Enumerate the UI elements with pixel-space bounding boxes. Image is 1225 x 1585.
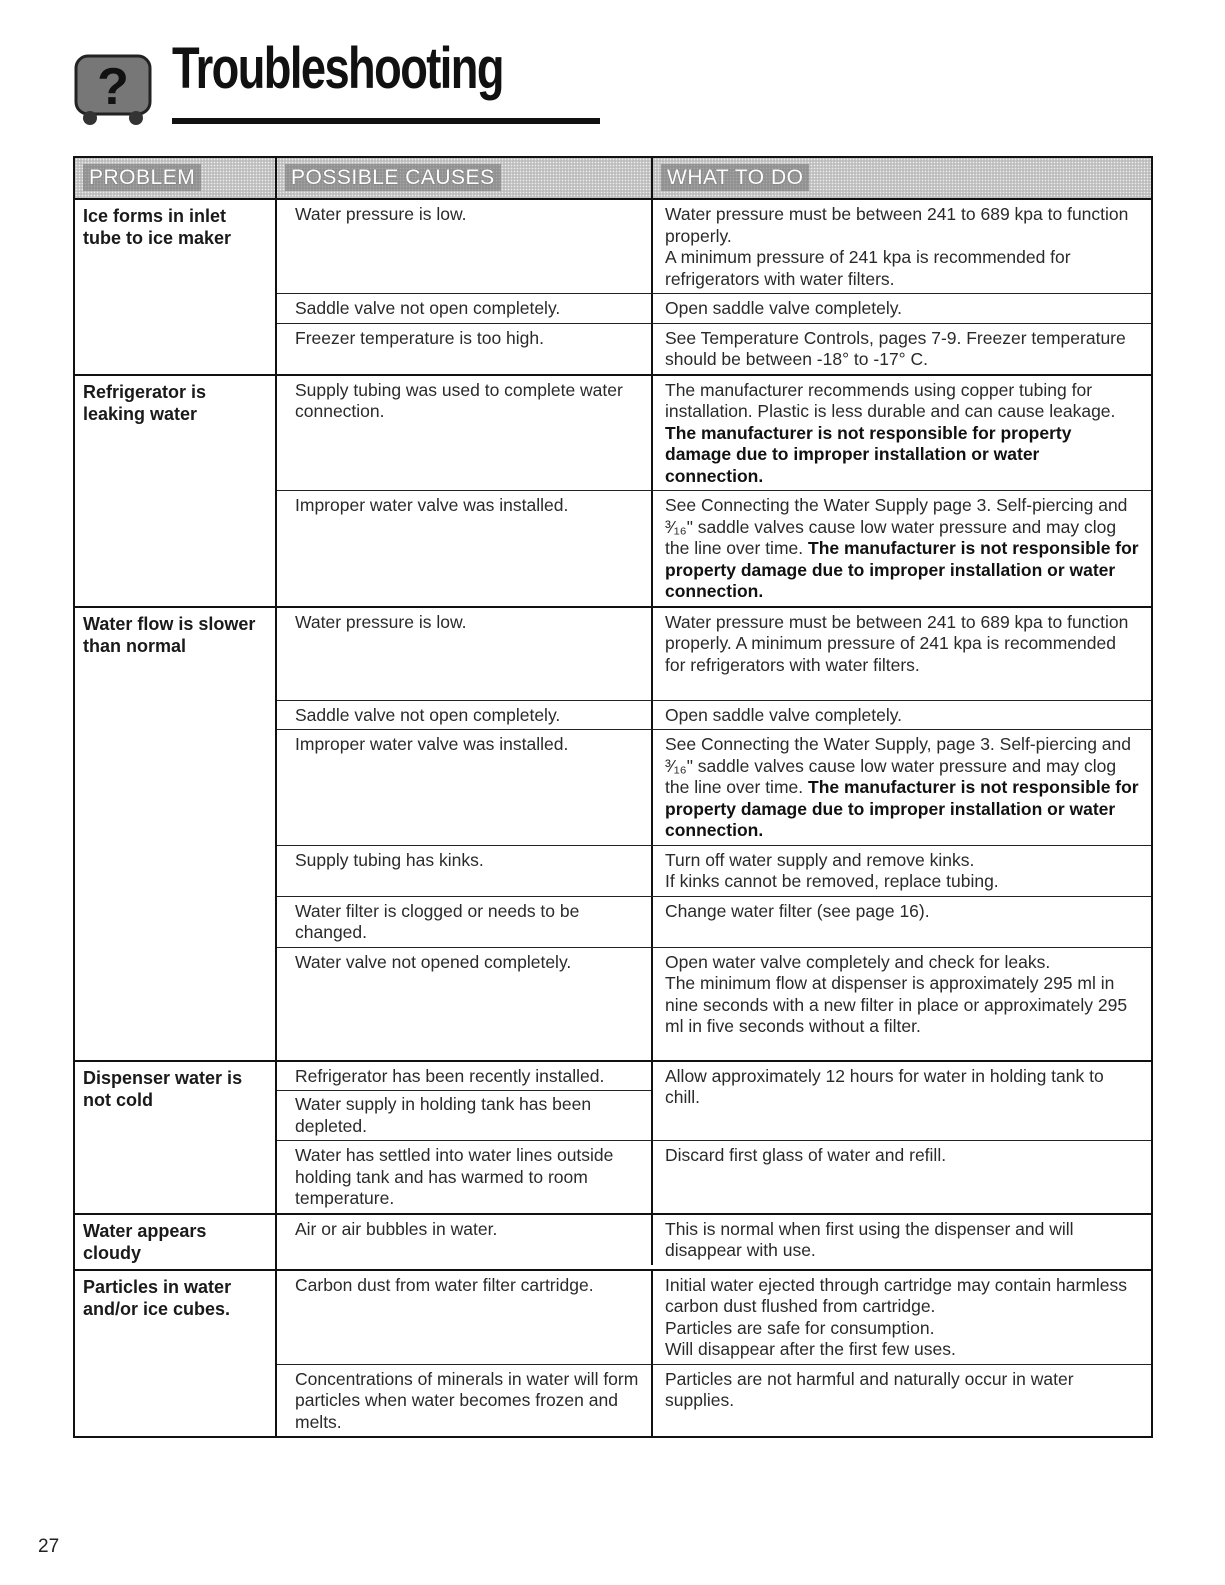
table-row — [277, 294, 1151, 324]
problem-cell: Dispenser water is not cold — [75, 1062, 277, 1213]
solution-cell: Initial water ejected through cartridge may contain harmless carbon dust flushed from cartridge. Particles are safe for consumption. Will disappear after the first few uses. — [665, 1274, 1128, 1359]
column-header-problem: PROBLEM — [75, 158, 277, 198]
cause-cell: Water pressure is low. — [277, 608, 653, 700]
table-row — [277, 1365, 1151, 1437]
troubleshooting-table — [73, 156, 1153, 1438]
cause-cell: Air or air bubbles in water. — [277, 1215, 653, 1265]
table-row — [277, 376, 1151, 492]
table-row — [277, 1271, 1151, 1365]
table-row — [277, 200, 1151, 294]
solution-cell: Open water valve completely and check for leaks. The minimum flow at dispenser is approximately 295 ml in nine seconds with a new filter in place or approximately 295 ml in five seconds without a filter. — [665, 951, 1128, 1036]
problem-cell: Ice forms in inlet tube to ice maker — [75, 200, 277, 374]
problem-cell: Refrigerator is leaking water — [75, 376, 277, 606]
table-row — [277, 1215, 1151, 1265]
cause-cell: Water filter is clogged or needs to be changed. — [277, 897, 653, 947]
solution-cell: Discard first glass of water and refill. — [665, 1145, 947, 1165]
solution-cell: Water pressure must be between 241 to 689 kpa to function properly. A minimum pressure of 241 kpa is recommended for refrigerators with water filters. — [665, 611, 1129, 675]
solution-cell: See Temperature Controls, pages 7-9. Freezer temperature should be between -18° to -17° C. — [665, 327, 1126, 369]
solution-cell: Change water filter (see page 16). — [665, 900, 930, 921]
solution-cell: See Connecting the Water Supply, page 3. Self-piercing and ³⁄₁₆" saddle valves cause low water pressure and may clog the line over time. The manufacturer is not responsible for property damage due to improper installation or water connection. — [665, 734, 1139, 840]
table-row — [277, 701, 1151, 731]
cause-cell: Water pressure is low. — [277, 200, 653, 293]
problem-cell: Water flow is slower than normal — [75, 608, 277, 1060]
table-row — [277, 730, 1151, 846]
table-row — [277, 324, 1151, 374]
problem-cell: Particles in water and/or ice cubes. — [75, 1271, 277, 1437]
page-header — [74, 38, 534, 130]
cause-cell: Concentrations of minerals in water will form particles when water becomes frozen and melts. — [277, 1365, 653, 1437]
column-header-possible-causes: POSSIBLE CAUSES — [277, 158, 653, 198]
column-header-what-to-do: WHAT TO DO — [653, 158, 1151, 198]
svg-text:?: ? — [97, 58, 129, 116]
table-row — [277, 1141, 1151, 1213]
solution-cell: The manufacturer recommends using copper tubing for installation. Plastic is less durable and can cause leakage. The manufacturer is not responsible for property damage due to improper installation or water connection. — [665, 379, 1116, 486]
table-row — [277, 948, 1151, 1060]
table-row — [277, 608, 1151, 701]
cause-cell: Water valve not opened completely. — [277, 948, 653, 1060]
cause-cell: Improper water valve was installed. — [277, 491, 653, 606]
cause-cell: Improper water valve was installed. — [277, 730, 653, 845]
solution-cell: Open saddle valve completely. — [665, 704, 903, 725]
cause-cell: Freezer temperature is too high. — [277, 324, 653, 374]
problem-group — [75, 1215, 1151, 1271]
table-row — [277, 846, 1151, 897]
question-mark-icon — [74, 54, 152, 126]
table-header — [75, 158, 1151, 200]
cause-cell: Refrigerator has been recently installed. Water supply in holding tank has been depleted. — [277, 1062, 653, 1141]
cause-cell: Supply tubing was used to complete water connection. — [277, 376, 653, 491]
table-row — [277, 897, 1151, 948]
cause-cell: Supply tubing has kinks. — [277, 846, 653, 896]
problem-group — [75, 608, 1151, 1062]
title-underline — [172, 118, 600, 124]
solution-cell: See Connecting the Water Supply page 3. Self-piercing and ³⁄₁₆" saddle valves cause low water pressure and may clog the line over time. The manufacturer is not responsible for property damage due to improper installation or water connection. — [665, 495, 1139, 601]
page-title: Troubleshooting — [172, 36, 503, 101]
table-row — [277, 491, 1151, 606]
cause-cell: Water has settled into water lines outside holding tank and has warmed to room temperature. — [277, 1141, 653, 1213]
problem-cell: Water appears cloudy — [75, 1215, 277, 1269]
cause-cell: Saddle valve not open completely. — [277, 294, 653, 323]
solution-cell: Turn off water supply and remove kinks. If kinks cannot be removed, replace tubing. — [665, 849, 999, 891]
problem-group — [75, 376, 1151, 608]
cause-cell: Carbon dust from water filter cartridge. — [277, 1271, 653, 1364]
table-row — [277, 1062, 1151, 1142]
problem-group — [75, 1271, 1151, 1437]
problem-group — [75, 200, 1151, 376]
problem-group — [75, 1062, 1151, 1215]
solution-cell: Particles are not harmful and naturally occur in water supplies. — [665, 1368, 1074, 1410]
cause-cell: Saddle valve not open completely. — [277, 701, 653, 730]
solution-cell: Allow approximately 12 hours for water in holding tank to chill. — [665, 1065, 1104, 1107]
solution-cell: This is normal when first using the dispenser and will disappear with use. — [665, 1218, 1074, 1260]
page-number: 27 — [38, 1536, 60, 1557]
solution-cell: Open saddle valve completely. — [665, 298, 903, 318]
solution-cell: Water pressure must be between 241 to 689 kpa to function properly. A minimum pressure of 241 kpa is recommended for refrigerators with water filters. — [665, 204, 1129, 289]
